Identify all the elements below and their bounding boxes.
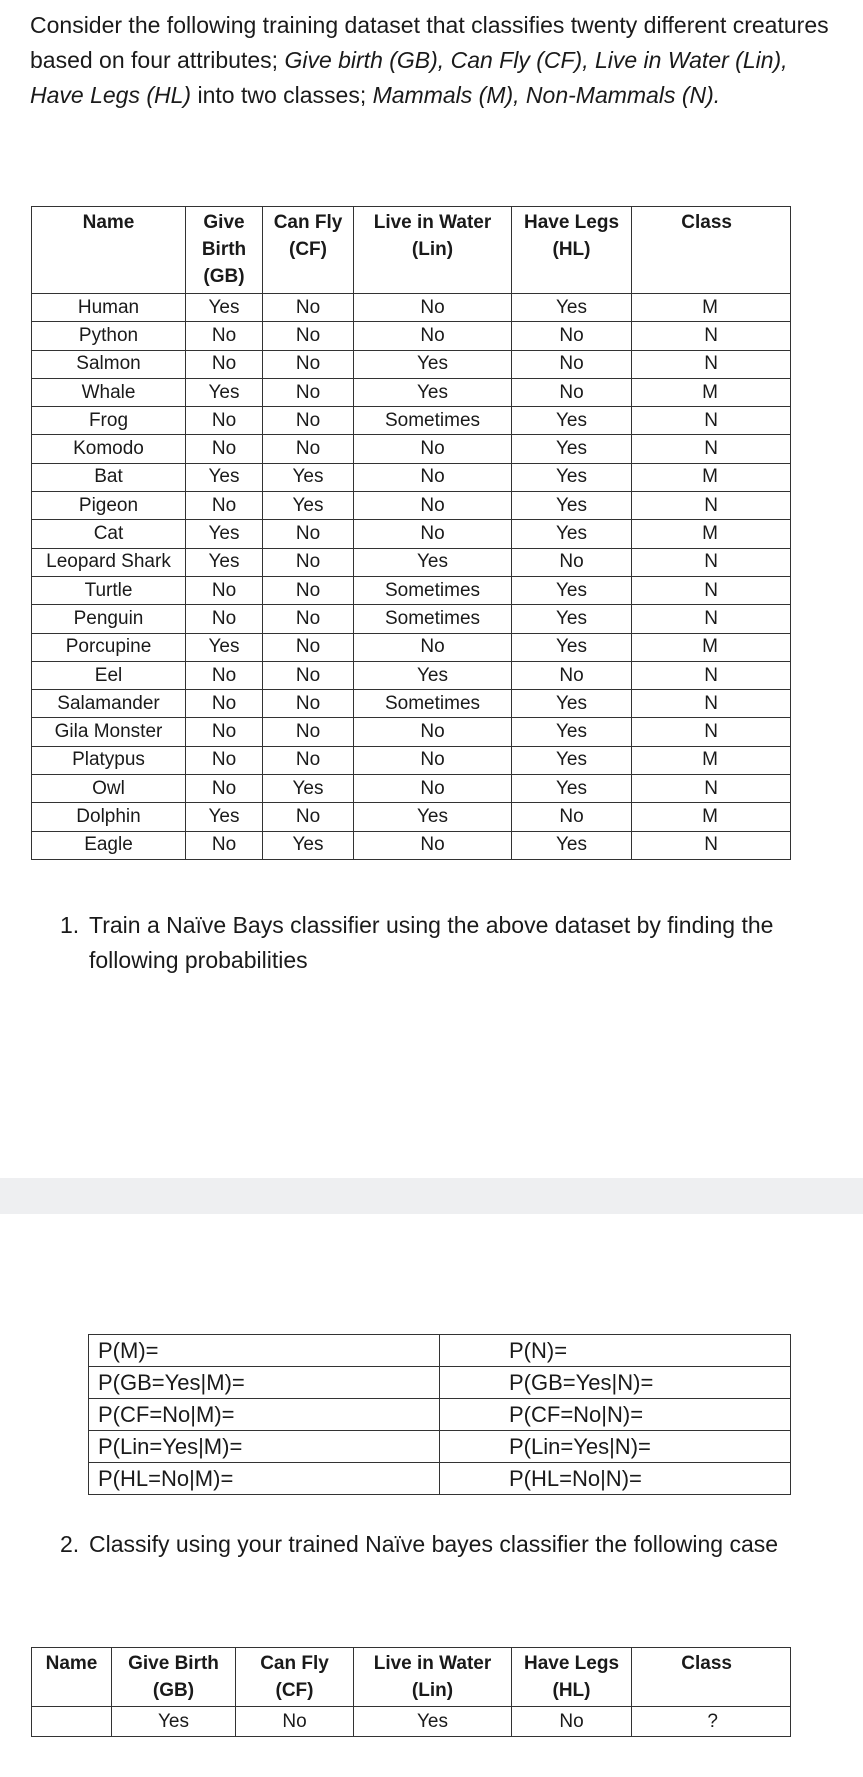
test-case-header-row [32, 1648, 791, 1707]
table-row [32, 746, 791, 774]
cell-can-fly: No [263, 605, 354, 633]
cell-give-birth: No [186, 322, 263, 350]
cell-have-legs: Yes [512, 746, 632, 774]
cell-class: N [632, 548, 791, 576]
table-row [32, 294, 791, 322]
case-header-give-birth: Give Birth (GB) [112, 1648, 236, 1707]
probability-non-mammal: P(HL=No|N)= [440, 1463, 791, 1495]
question-1 [60, 908, 820, 978]
cell-name: Platypus [32, 746, 186, 774]
probability-non-mammal: P(Lin=Yes|N)= [440, 1431, 791, 1463]
probability-row [89, 1463, 791, 1495]
table-row [32, 407, 791, 435]
cell-give-birth: No [186, 605, 263, 633]
probability-mammal: P(M)= [89, 1335, 440, 1367]
intro-paragraph [30, 8, 830, 113]
cell-name: Porcupine [32, 633, 186, 661]
cell-can-fly: Yes [263, 775, 354, 803]
cell-give-birth: No [186, 746, 263, 774]
cell-give-birth: Yes [186, 463, 263, 491]
cell-live-in-water: Yes [354, 378, 512, 406]
table-row [32, 463, 791, 491]
cell-live-in-water: Yes [354, 350, 512, 378]
intro-classes: Mammals (M), Non-Mammals (N). [372, 82, 721, 108]
cell-have-legs: Yes [512, 435, 632, 463]
cell-live-in-water: No [354, 520, 512, 548]
case-header-live-in-water: Live in Water (Lin) [354, 1648, 512, 1707]
table-row [32, 633, 791, 661]
cell-have-legs: Yes [512, 718, 632, 746]
cell-can-fly: No [263, 520, 354, 548]
cell-can-fly: No [263, 350, 354, 378]
cell-give-birth: No [186, 576, 263, 604]
cell-have-legs: No [512, 548, 632, 576]
cell-can-fly: No [263, 576, 354, 604]
cell-give-birth: No [186, 718, 263, 746]
cell-have-legs: Yes [512, 520, 632, 548]
cell-name: Python [32, 322, 186, 350]
test-case-row [32, 1707, 791, 1737]
cell-name: Gila Monster [32, 718, 186, 746]
cell-name: Bat [32, 463, 186, 491]
cell-have-legs: No [512, 661, 632, 689]
cell-class: N [632, 576, 791, 604]
cell-can-fly: No [263, 803, 354, 831]
probability-mammal: P(GB=Yes|M)= [89, 1367, 440, 1399]
table-row [32, 718, 791, 746]
case-cell-give-birth: Yes [112, 1707, 236, 1737]
cell-class: M [632, 294, 791, 322]
probability-non-mammal: P(CF=No|N)= [440, 1399, 791, 1431]
cell-class: N [632, 435, 791, 463]
intro-text-1: Consider the following training dataset that classifies twenty different creatures based on four attributes; [30, 12, 829, 73]
table-row [32, 690, 791, 718]
cell-class: M [632, 463, 791, 491]
cell-name: Dolphin [32, 803, 186, 831]
cell-class: N [632, 831, 791, 859]
probability-non-mammal: P(N)= [440, 1335, 791, 1367]
cell-have-legs: Yes [512, 463, 632, 491]
table-row [32, 548, 791, 576]
cell-class: N [632, 775, 791, 803]
question-2-number: 2. [60, 1531, 80, 1557]
intro-text-2: into two classes; [191, 82, 373, 108]
table-row [32, 803, 791, 831]
cell-have-legs: No [512, 378, 632, 406]
cell-have-legs: Yes [512, 690, 632, 718]
probability-mammal: P(HL=No|M)= [89, 1463, 440, 1495]
cell-give-birth: No [186, 661, 263, 689]
cell-give-birth: Yes [186, 803, 263, 831]
cell-name: Human [32, 294, 186, 322]
case-cell-have-legs: No [512, 1707, 632, 1737]
probability-row [89, 1367, 791, 1399]
cell-have-legs: No [512, 322, 632, 350]
cell-can-fly: Yes [263, 492, 354, 520]
cell-name: Eel [32, 661, 186, 689]
header-have-legs: Have Legs (HL) [512, 207, 632, 294]
cell-give-birth: Yes [186, 378, 263, 406]
cell-give-birth: No [186, 831, 263, 859]
cell-name: Cat [32, 520, 186, 548]
cell-can-fly: Yes [263, 463, 354, 491]
cell-class: N [632, 661, 791, 689]
case-header-class: Class [632, 1648, 791, 1707]
table-row [32, 831, 791, 859]
cell-can-fly: No [263, 548, 354, 576]
cell-name: Salamander [32, 690, 186, 718]
cell-can-fly: No [263, 746, 354, 774]
cell-live-in-water: No [354, 322, 512, 350]
cell-live-in-water: No [354, 294, 512, 322]
cell-live-in-water: No [354, 633, 512, 661]
cell-can-fly: No [263, 718, 354, 746]
table-row [32, 576, 791, 604]
cell-can-fly: No [263, 322, 354, 350]
cell-live-in-water: Sometimes [354, 576, 512, 604]
cell-name: Leopard Shark [32, 548, 186, 576]
case-header-name: Name [32, 1648, 112, 1707]
case-cell-class: ? [632, 1707, 791, 1737]
question-2-text: Classify using your trained Naïve bayes classifier the following case [89, 1531, 779, 1557]
table-row [32, 350, 791, 378]
probability-row [89, 1431, 791, 1463]
case-cell-can-fly: No [236, 1707, 354, 1737]
cell-give-birth: No [186, 690, 263, 718]
page-separator [0, 1178, 863, 1214]
cell-give-birth: No [186, 350, 263, 378]
test-case-table [31, 1647, 791, 1737]
cell-class: N [632, 322, 791, 350]
cell-name: Salmon [32, 350, 186, 378]
cell-class: N [632, 690, 791, 718]
table-row [32, 605, 791, 633]
cell-give-birth: No [186, 407, 263, 435]
cell-live-in-water: No [354, 831, 512, 859]
cell-live-in-water: Yes [354, 661, 512, 689]
cell-have-legs: No [512, 803, 632, 831]
cell-live-in-water: No [354, 492, 512, 520]
cell-have-legs: Yes [512, 492, 632, 520]
case-cell-live-in-water: Yes [354, 1707, 512, 1737]
cell-name: Turtle [32, 576, 186, 604]
probabilities-body [89, 1335, 791, 1495]
cell-class: N [632, 350, 791, 378]
cell-have-legs: Yes [512, 576, 632, 604]
cell-can-fly: No [263, 661, 354, 689]
table-row [32, 661, 791, 689]
cell-can-fly: No [263, 407, 354, 435]
cell-class: M [632, 520, 791, 548]
cell-give-birth: Yes [186, 520, 263, 548]
cell-give-birth: No [186, 775, 263, 803]
cell-class: M [632, 746, 791, 774]
cell-give-birth: Yes [186, 294, 263, 322]
cell-live-in-water: Sometimes [354, 605, 512, 633]
cell-can-fly: No [263, 435, 354, 463]
cell-class: N [632, 605, 791, 633]
cell-name: Frog [32, 407, 186, 435]
header-can-fly: Can Fly (CF) [263, 207, 354, 294]
case-header-have-legs: Have Legs (HL) [512, 1648, 632, 1707]
question-1-number: 1. [60, 912, 80, 938]
probability-non-mammal: P(GB=Yes|N)= [440, 1367, 791, 1399]
cell-name: Pigeon [32, 492, 186, 520]
cell-live-in-water: No [354, 463, 512, 491]
cell-can-fly: No [263, 690, 354, 718]
cell-can-fly: Yes [263, 831, 354, 859]
cell-have-legs: Yes [512, 633, 632, 661]
cell-class: N [632, 492, 791, 520]
cell-live-in-water: No [354, 775, 512, 803]
cell-live-in-water: No [354, 718, 512, 746]
probability-row [89, 1335, 791, 1367]
cell-have-legs: Yes [512, 407, 632, 435]
dataset-table [31, 206, 791, 860]
question-2 [60, 1527, 820, 1562]
probability-mammal: P(Lin=Yes|M)= [89, 1431, 440, 1463]
probability-row [89, 1399, 791, 1431]
probabilities-table [88, 1334, 791, 1495]
cell-name: Eagle [32, 831, 186, 859]
cell-live-in-water: No [354, 435, 512, 463]
dataset-body [32, 294, 791, 860]
cell-name: Komodo [32, 435, 186, 463]
cell-have-legs: Yes [512, 775, 632, 803]
table-row [32, 775, 791, 803]
cell-give-birth: Yes [186, 548, 263, 576]
table-row [32, 435, 791, 463]
cell-name: Penguin [32, 605, 186, 633]
header-live-in-water: Live in Water (Lin) [354, 207, 512, 294]
cell-live-in-water: Sometimes [354, 407, 512, 435]
cell-can-fly: No [263, 294, 354, 322]
case-header-can-fly: Can Fly (CF) [236, 1648, 354, 1707]
cell-name: Whale [32, 378, 186, 406]
header-name: Name [32, 207, 186, 294]
cell-have-legs: Yes [512, 831, 632, 859]
cell-class: M [632, 803, 791, 831]
cell-can-fly: No [263, 633, 354, 661]
cell-live-in-water: Yes [354, 548, 512, 576]
table-row [32, 322, 791, 350]
cell-give-birth: No [186, 492, 263, 520]
table-row [32, 520, 791, 548]
table-row [32, 378, 791, 406]
header-give-birth: Give Birth (GB) [186, 207, 263, 294]
cell-class: M [632, 378, 791, 406]
cell-class: N [632, 718, 791, 746]
cell-live-in-water: Sometimes [354, 690, 512, 718]
cell-live-in-water: Yes [354, 803, 512, 831]
dataset-header-row [32, 207, 791, 294]
table-row [32, 492, 791, 520]
intro-attributes: Give birth (GB), Can Fly (CF), Live in Water (Lin), Have Legs (HL) [30, 47, 788, 108]
cell-give-birth: Yes [186, 633, 263, 661]
question-1-text: Train a Naïve Bays classifier using the above dataset by finding the following probabilities [89, 912, 774, 973]
probability-mammal: P(CF=No|M)= [89, 1399, 440, 1431]
header-class: Class [632, 207, 791, 294]
cell-have-legs: No [512, 350, 632, 378]
cell-class: M [632, 633, 791, 661]
cell-name: Owl [32, 775, 186, 803]
cell-class: N [632, 407, 791, 435]
cell-have-legs: Yes [512, 605, 632, 633]
cell-live-in-water: No [354, 746, 512, 774]
cell-give-birth: No [186, 435, 263, 463]
cell-have-legs: Yes [512, 294, 632, 322]
cell-can-fly: No [263, 378, 354, 406]
case-cell-name [32, 1707, 112, 1737]
